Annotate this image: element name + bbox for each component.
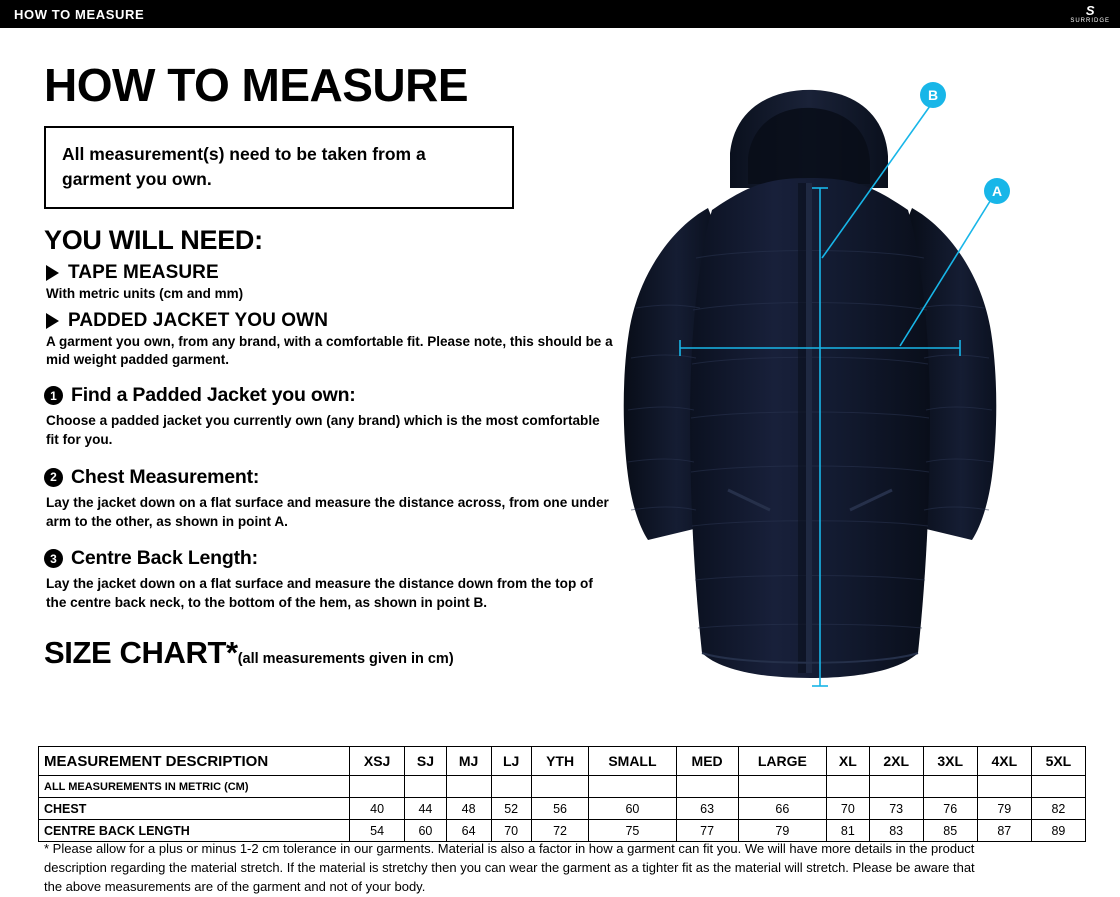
- top-bar: [0, 0, 1120, 28]
- table-header-cell: MJ: [446, 747, 491, 776]
- table-cell: 87: [977, 820, 1031, 842]
- need-item-title: TAPE MEASURE: [68, 261, 219, 283]
- table-header-row: [39, 747, 1086, 776]
- table-header-cell: YTH: [531, 747, 588, 776]
- blank-cell: [589, 776, 676, 798]
- callout-badge-b: B: [920, 82, 946, 108]
- callout-badge-a: A: [984, 178, 1010, 204]
- brand-logo: [1070, 4, 1110, 24]
- table-header-cell: SMALL: [589, 747, 676, 776]
- size-chart-heading-sub: (all measurements given in cm): [237, 650, 454, 667]
- blank-cell: [869, 776, 923, 798]
- table-cell: 85: [923, 820, 977, 842]
- blank-cell: [350, 776, 405, 798]
- triangle-bullet-icon: [46, 265, 59, 281]
- blank-cell: [977, 776, 1031, 798]
- diagram-column: [600, 58, 1100, 698]
- table-header-cell: 2XL: [869, 747, 923, 776]
- blank-cell: [531, 776, 588, 798]
- table-cell: 79: [738, 820, 826, 842]
- table-cell: 83: [869, 820, 923, 842]
- instructions-column: [44, 59, 614, 671]
- step-2: [44, 466, 614, 532]
- triangle-bullet-icon: [46, 313, 59, 329]
- table-cell: 54: [350, 820, 405, 842]
- table-cell: 60: [405, 820, 446, 842]
- footnote: * Please allow for a plus or minus 1-2 cm tolerance in our garments. Material is also a factor in how a garment can fit you. We will have more details in the product description regarding the material stretch. If the material is stretchy then you can wear the garment as a tighter fit as the material will stretch. Please be aware that the above measurements are of the garment and not of your body.: [44, 841, 975, 894]
- table-header-cell: 5XL: [1031, 747, 1085, 776]
- table-cell: 63: [676, 798, 738, 820]
- size-chart-table-wrap: [38, 746, 1086, 842]
- top-bar-title: HOW TO MEASURE: [14, 6, 145, 22]
- table-cell: 64: [446, 820, 491, 842]
- table-row: [39, 820, 1086, 842]
- table-header-cell: 4XL: [977, 747, 1031, 776]
- table-cell: 70: [827, 798, 870, 820]
- need-item-tape-measure: [44, 262, 614, 303]
- step-1: [44, 384, 614, 450]
- table-header-cell: XSJ: [350, 747, 405, 776]
- need-item-padded-jacket: [44, 310, 614, 368]
- row-label: CHEST: [39, 798, 350, 820]
- brand-name: SURRIDGE: [1070, 18, 1110, 24]
- table-row: [39, 798, 1086, 820]
- table-cell: 52: [491, 798, 531, 820]
- you-will-need-heading: YOU WILL NEED:: [44, 224, 263, 255]
- table-cell: 48: [446, 798, 491, 820]
- table-cell: 77: [676, 820, 738, 842]
- table-cell: 81: [827, 820, 870, 842]
- metric-note-label: ALL MEASUREMENTS IN METRIC (CM): [39, 776, 350, 798]
- step-number-badge: 1: [44, 386, 63, 405]
- step-title: Centre Back Length:: [71, 547, 258, 570]
- blank-cell: [405, 776, 446, 798]
- table-cell: 70: [491, 820, 531, 842]
- table-cell: 76: [923, 798, 977, 820]
- blank-cell: [676, 776, 738, 798]
- size-chart-table: [38, 746, 1086, 842]
- table-cell: 60: [589, 798, 676, 820]
- table-header-cell: SJ: [405, 747, 446, 776]
- blank-cell: [1031, 776, 1085, 798]
- step-number-badge: 2: [44, 468, 63, 487]
- table-header-cell: LARGE: [738, 747, 826, 776]
- table-cell: 56: [531, 798, 588, 820]
- table-row-metric-note: [39, 776, 1086, 798]
- table-cell: 82: [1031, 798, 1085, 820]
- table-header-cell: 3XL: [923, 747, 977, 776]
- table-cell: 72: [531, 820, 588, 842]
- blank-cell: [491, 776, 531, 798]
- table-cell: 79: [977, 798, 1031, 820]
- table-header-cell: XL: [827, 747, 870, 776]
- table-cell: 75: [589, 820, 676, 842]
- table-header-cell: MEASUREMENT DESCRIPTION: [39, 747, 350, 776]
- step-number-badge: 3: [44, 549, 63, 568]
- step-3: [44, 547, 614, 613]
- jacket-diagram: [600, 58, 1100, 698]
- blank-cell: [738, 776, 826, 798]
- blank-cell: [446, 776, 491, 798]
- step-body: Choose a padded jacket you currently own (any brand) which is the most comfortable fit for you.: [46, 413, 600, 448]
- step-title: Find a Padded Jacket you own:: [71, 384, 356, 407]
- table-cell: 44: [405, 798, 446, 820]
- step-body: Lay the jacket down on a flat surface and measure the distance down from the top of the centre back neck, to the bottom of the hem, as shown in point B.: [46, 576, 593, 611]
- table-header-cell: MED: [676, 747, 738, 776]
- need-item-title: PADDED JACKET YOU OWN: [68, 310, 329, 332]
- size-chart-heading-main: SIZE CHART: [44, 634, 227, 670]
- table-cell: 66: [738, 798, 826, 820]
- page-title: HOW TO MEASURE: [44, 59, 469, 111]
- brand-mark: S: [1085, 3, 1095, 18]
- blank-cell: [923, 776, 977, 798]
- row-label: CENTRE BACK LENGTH: [39, 820, 350, 842]
- table-header-cell: LJ: [491, 747, 531, 776]
- need-item-sub: With metric units (cm and mm): [46, 285, 244, 301]
- step-title: Chest Measurement:: [71, 465, 260, 488]
- page-body: [0, 28, 1120, 894]
- jacket-zip: [806, 183, 812, 673]
- table-cell: 40: [350, 798, 405, 820]
- jacket-illustration: [600, 58, 1100, 698]
- need-item-sub: A garment you own, from any brand, with a comfortable fit. Please note, this should be a mid weight padded garment.: [46, 334, 613, 367]
- table-cell: 73: [869, 798, 923, 820]
- size-chart-heading: [44, 635, 614, 671]
- step-body: Lay the jacket down on a flat surface and measure the distance across, from one under arm to the other, as shown in point A.: [46, 494, 609, 529]
- blank-cell: [827, 776, 870, 798]
- callout-box: All measurement(s) need to be taken from a garment you own.: [44, 126, 514, 209]
- table-cell: 89: [1031, 820, 1085, 842]
- size-chart-heading-asterisk: *: [226, 634, 238, 670]
